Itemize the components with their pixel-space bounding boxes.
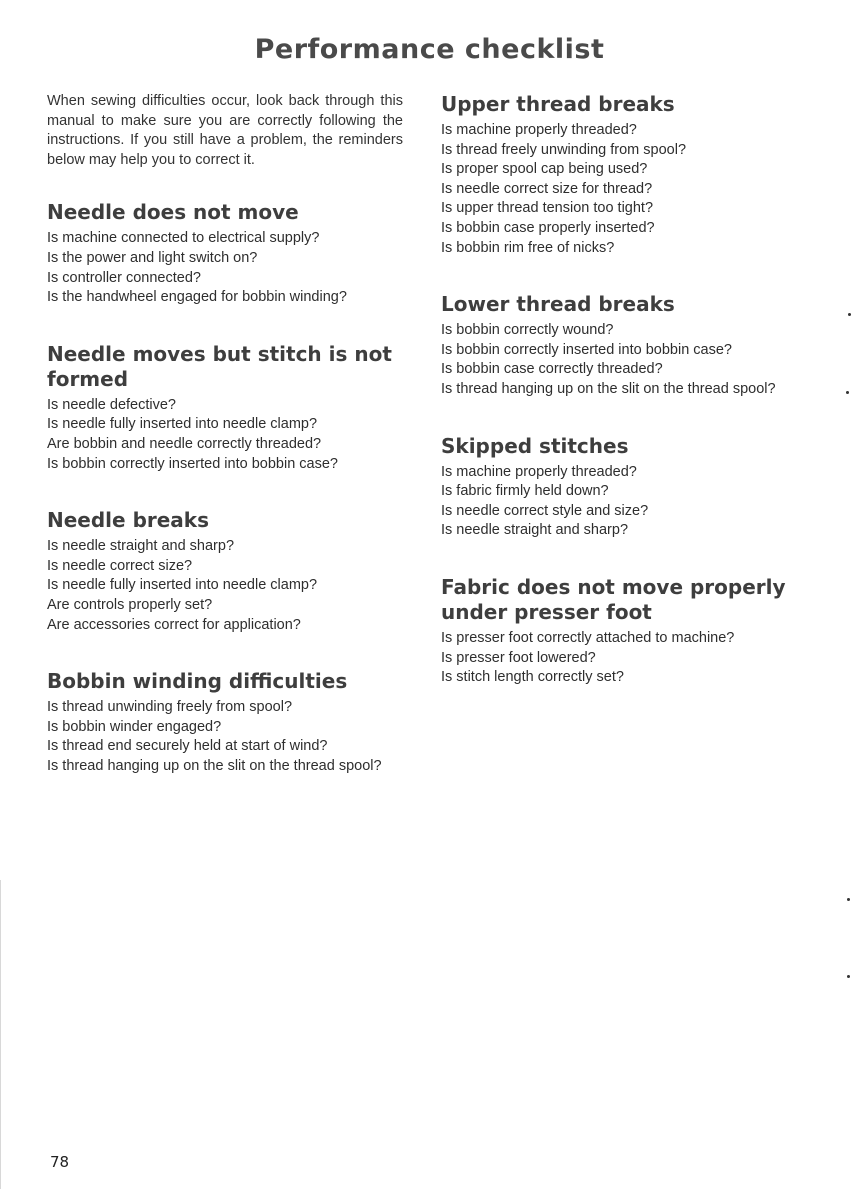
checklist-item: Are bobbin and needle correctly threaded? bbox=[47, 435, 322, 452]
checklist-section bbox=[47, 200, 403, 307]
checklist-item: Is thread hanging up on the slit on the thread spool? bbox=[47, 757, 382, 774]
checklist-section bbox=[441, 575, 801, 688]
checklist-item: Is stitch length correctly set? bbox=[441, 669, 624, 686]
checklist-item: Is needle fully inserted into needle clamp? bbox=[47, 577, 318, 594]
checklist-items bbox=[47, 537, 403, 635]
checklist-section bbox=[47, 342, 403, 474]
right-column bbox=[441, 92, 801, 722]
checklist-item: Is thread end securely held at start of wind? bbox=[47, 738, 328, 755]
checklist-item: Is the handwheel engaged for bobbin winding? bbox=[47, 289, 347, 306]
left-sections bbox=[47, 200, 403, 776]
checklist-item: Is bobbin correctly wound? bbox=[441, 322, 614, 339]
checklist-items bbox=[441, 321, 801, 399]
intro-paragraph: When sewing difficulties occur, look back through this manual to make sure you are correctly following the instructions. If you still have a problem, the reminders below may help you to correct it. bbox=[47, 93, 403, 168]
scan-speck bbox=[846, 391, 849, 394]
page-number: 78 bbox=[50, 1153, 70, 1171]
checklist-item: Is bobbin correctly inserted into bobbin case? bbox=[47, 455, 338, 472]
checklist-item: Is bobbin rim free of nicks? bbox=[441, 239, 615, 256]
checklist-item: Is needle straight and sharp? bbox=[47, 538, 235, 555]
checklist-item: Is needle correct style and size? bbox=[441, 502, 649, 519]
section-heading: Needle moves but stitch is not formed bbox=[47, 341, 392, 391]
checklist-item: Is upper thread tension too tight? bbox=[441, 200, 654, 217]
checklist-item: Is proper spool cap being used? bbox=[441, 161, 648, 178]
checklist-item: Is needle correct size for thread? bbox=[441, 180, 653, 197]
checklist-item: Is needle defective? bbox=[47, 396, 176, 413]
checklist-item: Is controller connected? bbox=[47, 269, 201, 286]
section-heading: Upper thread breaks bbox=[441, 92, 675, 116]
checklist-item: Is needle fully inserted into needle clamp? bbox=[47, 416, 318, 433]
checklist-item: Is presser foot lowered? bbox=[441, 649, 596, 666]
checklist-item: Is machine connected to electrical supply? bbox=[47, 230, 320, 247]
checklist-item: Is bobbin case properly inserted? bbox=[441, 219, 655, 236]
checklist-items bbox=[441, 121, 801, 258]
checklist-section bbox=[441, 292, 801, 399]
checklist-section bbox=[47, 669, 403, 776]
scan-speck bbox=[847, 898, 850, 901]
checklist-items bbox=[441, 629, 801, 688]
checklist-item: Is needle correct size? bbox=[47, 557, 193, 574]
checklist-item: Is thread freely unwinding from spool? bbox=[441, 141, 687, 158]
checklist-item: Is machine properly threaded? bbox=[441, 122, 637, 138]
checklist-item: Is thread hanging up on the slit on the thread spool? bbox=[441, 380, 776, 397]
left-column bbox=[47, 92, 403, 810]
checklist-item: Is thread unwinding freely from spool? bbox=[47, 699, 293, 716]
section-heading: Needle does not move bbox=[47, 200, 299, 225]
right-sections bbox=[441, 92, 801, 688]
section-heading: Skipped stitches bbox=[441, 433, 629, 458]
section-heading: Lower thread breaks bbox=[441, 292, 675, 317]
checklist-item: Is bobbin case correctly threaded? bbox=[441, 361, 663, 378]
checklist-item: Is needle straight and sharp? bbox=[441, 522, 629, 539]
checklist-section bbox=[47, 508, 403, 635]
section-heading: Bobbin winding difficulties bbox=[47, 669, 348, 694]
checklist-items bbox=[47, 229, 403, 307]
checklist-items bbox=[47, 396, 403, 474]
page-title: Performance checklist bbox=[254, 34, 605, 65]
section-heading: Needle breaks bbox=[47, 508, 210, 533]
checklist-item: Is machine properly threaded? bbox=[441, 463, 637, 480]
checklist-item: Is bobbin winder engaged? bbox=[47, 718, 222, 735]
checklist-item: Is fabric firmly held down? bbox=[441, 483, 609, 500]
checklist-item: Are controls properly set? bbox=[47, 596, 213, 613]
checklist-item: Is the power and light switch on? bbox=[47, 249, 258, 266]
checklist-section bbox=[441, 92, 801, 258]
checklist-item: Are accessories correct for application? bbox=[47, 616, 301, 633]
section-heading: Fabric does not move properly under presser foot bbox=[441, 574, 786, 624]
checklist-section bbox=[441, 434, 801, 541]
scan-edge-line bbox=[0, 880, 1, 1189]
checklist-item: Is presser foot correctly attached to machine? bbox=[441, 629, 735, 646]
checklist-items bbox=[441, 463, 801, 541]
scan-speck bbox=[848, 313, 851, 316]
checklist-item: Is bobbin correctly inserted into bobbin case? bbox=[441, 341, 732, 358]
scan-speck bbox=[847, 975, 850, 978]
checklist-items bbox=[47, 698, 403, 776]
